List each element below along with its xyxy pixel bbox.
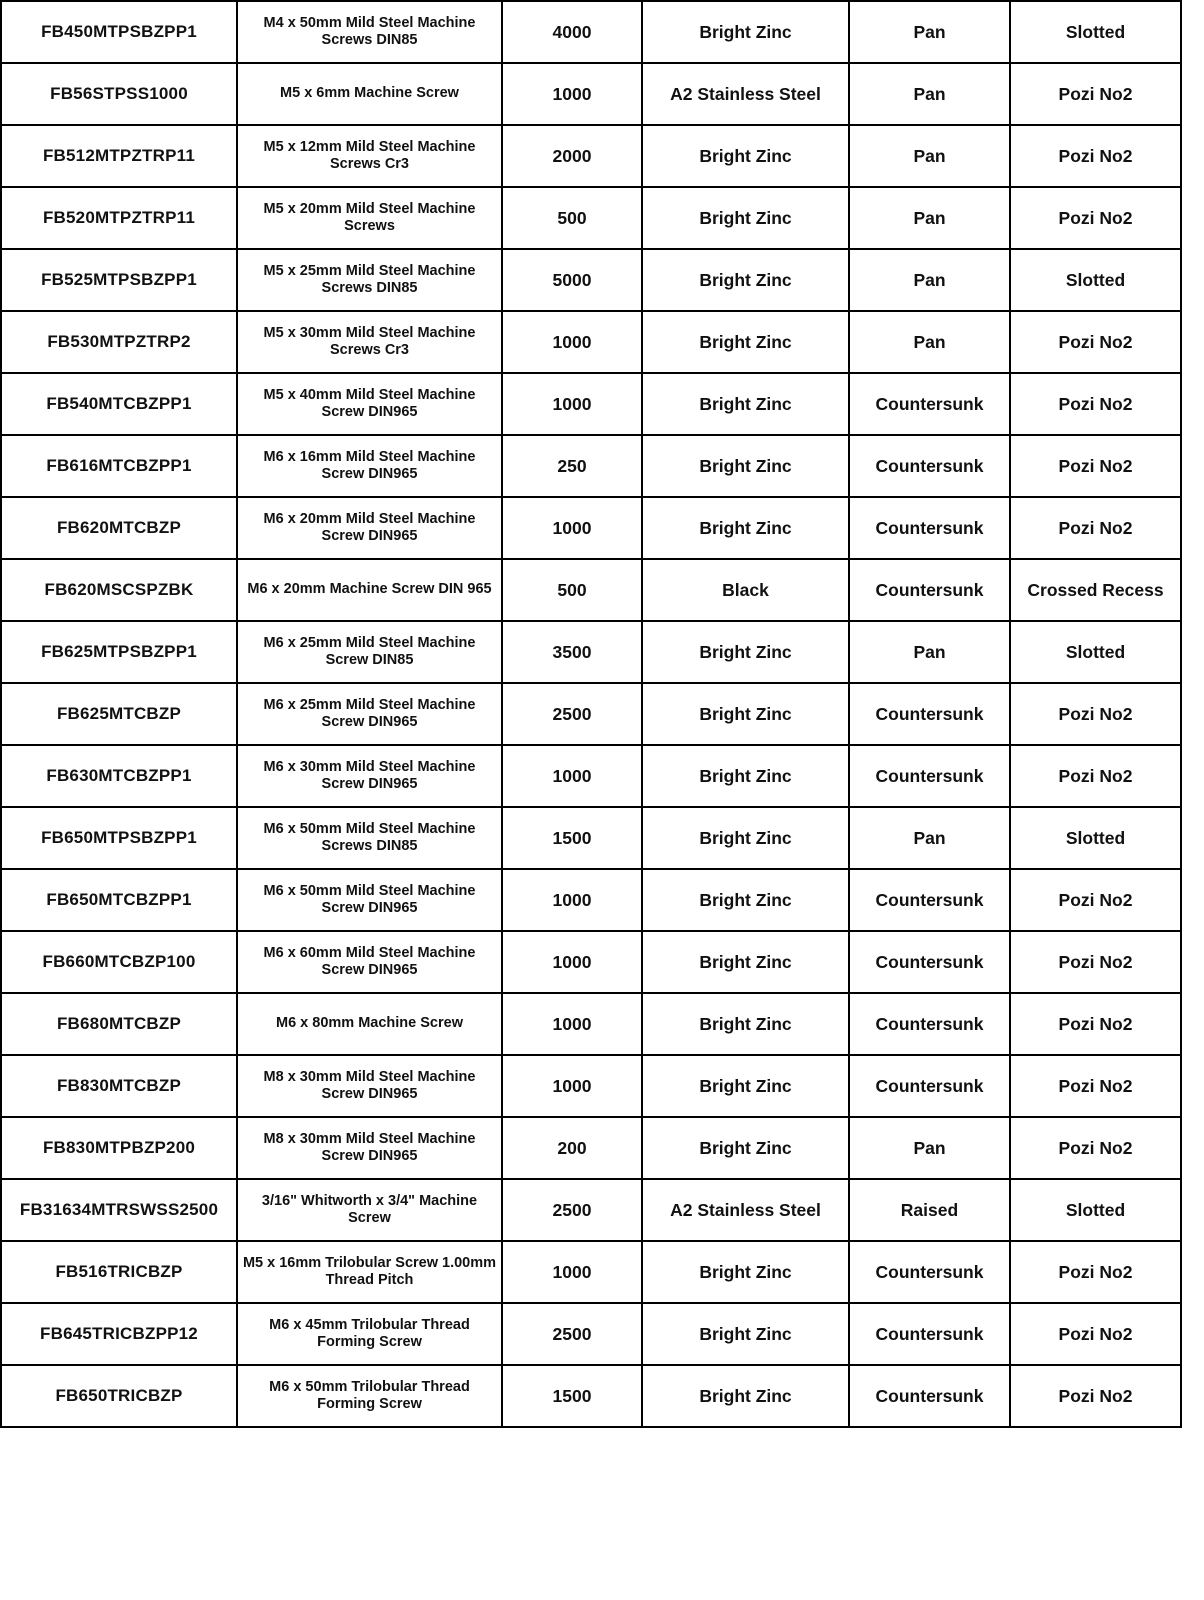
table-row [1, 1303, 1181, 1365]
head-type-cell: Countersunk [849, 683, 1010, 745]
quantity-cell: 1000 [502, 497, 642, 559]
finish-cell: A2 Stainless Steel [642, 1179, 849, 1241]
head-type-cell: Pan [849, 621, 1010, 683]
head-type-cell: Pan [849, 249, 1010, 311]
drive-type-cell: Slotted [1010, 621, 1181, 683]
finish-cell: Bright Zinc [642, 373, 849, 435]
finish-cell: Bright Zinc [642, 1055, 849, 1117]
head-type-cell: Raised [849, 1179, 1010, 1241]
description-cell: M6 x 80mm Machine Screw [237, 993, 502, 1055]
table-row [1, 745, 1181, 807]
table-body [1, 1, 1181, 1427]
finish-cell: Bright Zinc [642, 435, 849, 497]
product-code-cell: FB620MSCSPZBK [1, 559, 237, 621]
description-cell: M8 x 30mm Mild Steel Machine Screw DIN965 [237, 1055, 502, 1117]
drive-type-cell: Pozi No2 [1010, 373, 1181, 435]
description-cell: M6 x 45mm Trilobular Thread Forming Screw [237, 1303, 502, 1365]
product-code-cell: FB620MTCBZP [1, 497, 237, 559]
drive-type-cell: Pozi No2 [1010, 745, 1181, 807]
finish-cell: A2 Stainless Steel [642, 63, 849, 125]
product-code-cell: FB630MTCBZPP1 [1, 745, 237, 807]
finish-cell: Bright Zinc [642, 1117, 849, 1179]
finish-cell: Bright Zinc [642, 497, 849, 559]
table-row [1, 869, 1181, 931]
table-row [1, 435, 1181, 497]
head-type-cell: Countersunk [849, 1303, 1010, 1365]
drive-type-cell: Pozi No2 [1010, 435, 1181, 497]
quantity-cell: 1000 [502, 373, 642, 435]
head-type-cell: Countersunk [849, 745, 1010, 807]
quantity-cell: 500 [502, 187, 642, 249]
finish-cell: Bright Zinc [642, 807, 849, 869]
description-cell: M5 x 30mm Mild Steel Machine Screws Cr3 [237, 311, 502, 373]
description-cell: M6 x 60mm Mild Steel Machine Screw DIN965 [237, 931, 502, 993]
quantity-cell: 2500 [502, 1303, 642, 1365]
drive-type-cell: Pozi No2 [1010, 869, 1181, 931]
product-code-cell: FB830MTPBZP200 [1, 1117, 237, 1179]
head-type-cell: Pan [849, 1117, 1010, 1179]
head-type-cell: Pan [849, 807, 1010, 869]
head-type-cell: Countersunk [849, 869, 1010, 931]
drive-type-cell: Slotted [1010, 1179, 1181, 1241]
table-row [1, 373, 1181, 435]
product-code-cell: FB525MTPSBZPP1 [1, 249, 237, 311]
product-code-cell: FB616MTCBZPP1 [1, 435, 237, 497]
product-code-cell: FB650TRICBZP [1, 1365, 237, 1427]
drive-type-cell: Pozi No2 [1010, 931, 1181, 993]
description-cell: M5 x 25mm Mild Steel Machine Screws DIN85 [237, 249, 502, 311]
description-cell: M6 x 50mm Trilobular Thread Forming Screw [237, 1365, 502, 1427]
drive-type-cell: Pozi No2 [1010, 1055, 1181, 1117]
head-type-cell: Countersunk [849, 1365, 1010, 1427]
description-cell: M8 x 30mm Mild Steel Machine Screw DIN965 [237, 1117, 502, 1179]
quantity-cell: 2000 [502, 125, 642, 187]
product-code-cell: FB625MTCBZP [1, 683, 237, 745]
drive-type-cell: Pozi No2 [1010, 1117, 1181, 1179]
head-type-cell: Countersunk [849, 497, 1010, 559]
product-code-cell: FB645TRICBZPP12 [1, 1303, 237, 1365]
table-row [1, 1117, 1181, 1179]
quantity-cell: 1000 [502, 745, 642, 807]
quantity-cell: 250 [502, 435, 642, 497]
table-row [1, 1365, 1181, 1427]
product-code-cell: FB31634MTRSWSS2500 [1, 1179, 237, 1241]
quantity-cell: 1000 [502, 993, 642, 1055]
product-code-cell: FB56STPSS1000 [1, 63, 237, 125]
drive-type-cell: Crossed Recess [1010, 559, 1181, 621]
head-type-cell: Pan [849, 311, 1010, 373]
table-row [1, 249, 1181, 311]
description-cell: 3/16" Whitworth x 3/4" Machine Screw [237, 1179, 502, 1241]
drive-type-cell: Pozi No2 [1010, 1303, 1181, 1365]
finish-cell: Bright Zinc [642, 683, 849, 745]
description-cell: M6 x 25mm Mild Steel Machine Screw DIN965 [237, 683, 502, 745]
quantity-cell: 1000 [502, 931, 642, 993]
quantity-cell: 2500 [502, 1179, 642, 1241]
description-cell: M5 x 40mm Mild Steel Machine Screw DIN965 [237, 373, 502, 435]
drive-type-cell: Pozi No2 [1010, 125, 1181, 187]
product-code-cell: FB625MTPSBZPP1 [1, 621, 237, 683]
finish-cell: Bright Zinc [642, 745, 849, 807]
head-type-cell: Countersunk [849, 993, 1010, 1055]
finish-cell: Bright Zinc [642, 249, 849, 311]
description-cell: M5 x 12mm Mild Steel Machine Screws Cr3 [237, 125, 502, 187]
description-cell: M5 x 20mm Mild Steel Machine Screws [237, 187, 502, 249]
drive-type-cell: Pozi No2 [1010, 311, 1181, 373]
product-code-cell: FB530MTPZTRP2 [1, 311, 237, 373]
description-cell: M6 x 16mm Mild Steel Machine Screw DIN965 [237, 435, 502, 497]
description-cell: M4 x 50mm Mild Steel Machine Screws DIN85 [237, 1, 502, 63]
table-row [1, 125, 1181, 187]
description-cell: M6 x 50mm Mild Steel Machine Screw DIN965 [237, 869, 502, 931]
quantity-cell: 1000 [502, 311, 642, 373]
quantity-cell: 1000 [502, 869, 642, 931]
drive-type-cell: Slotted [1010, 807, 1181, 869]
table-row [1, 1179, 1181, 1241]
table-row [1, 559, 1181, 621]
description-cell: M6 x 50mm Mild Steel Machine Screws DIN85 [237, 807, 502, 869]
head-type-cell: Countersunk [849, 1055, 1010, 1117]
head-type-cell: Pan [849, 187, 1010, 249]
finish-cell: Bright Zinc [642, 993, 849, 1055]
description-cell: M5 x 6mm Machine Screw [237, 63, 502, 125]
drive-type-cell: Pozi No2 [1010, 63, 1181, 125]
description-cell: M6 x 25mm Mild Steel Machine Screw DIN85 [237, 621, 502, 683]
table-row [1, 621, 1181, 683]
finish-cell: Bright Zinc [642, 1303, 849, 1365]
head-type-cell: Countersunk [849, 435, 1010, 497]
product-code-cell: FB650MTCBZPP1 [1, 869, 237, 931]
product-code-cell: FB520MTPZTRP11 [1, 187, 237, 249]
drive-type-cell: Slotted [1010, 249, 1181, 311]
head-type-cell: Pan [849, 125, 1010, 187]
head-type-cell: Pan [849, 1, 1010, 63]
product-code-cell: FB516TRICBZP [1, 1241, 237, 1303]
table-row [1, 807, 1181, 869]
table-row [1, 1055, 1181, 1117]
finish-cell: Black [642, 559, 849, 621]
head-type-cell: Countersunk [849, 1241, 1010, 1303]
head-type-cell: Countersunk [849, 559, 1010, 621]
finish-cell: Bright Zinc [642, 1241, 849, 1303]
quantity-cell: 1000 [502, 1241, 642, 1303]
quantity-cell: 2500 [502, 683, 642, 745]
table-row [1, 931, 1181, 993]
finish-cell: Bright Zinc [642, 311, 849, 373]
finish-cell: Bright Zinc [642, 187, 849, 249]
head-type-cell: Countersunk [849, 373, 1010, 435]
description-cell: M6 x 20mm Mild Steel Machine Screw DIN965 [237, 497, 502, 559]
drive-type-cell: Pozi No2 [1010, 1241, 1181, 1303]
drive-type-cell: Slotted [1010, 1, 1181, 63]
product-code-cell: FB650MTPSBZPP1 [1, 807, 237, 869]
quantity-cell: 5000 [502, 249, 642, 311]
product-code-cell: FB540MTCBZPP1 [1, 373, 237, 435]
finish-cell: Bright Zinc [642, 621, 849, 683]
drive-type-cell: Pozi No2 [1010, 1365, 1181, 1427]
product-code-cell: FB512MTPZTRP11 [1, 125, 237, 187]
drive-type-cell: Pozi No2 [1010, 683, 1181, 745]
quantity-cell: 1000 [502, 63, 642, 125]
head-type-cell: Pan [849, 63, 1010, 125]
product-code-cell: FB450MTPSBZPP1 [1, 1, 237, 63]
table-row [1, 1, 1181, 63]
finish-cell: Bright Zinc [642, 931, 849, 993]
finish-cell: Bright Zinc [642, 1, 849, 63]
head-type-cell: Countersunk [849, 931, 1010, 993]
table-row [1, 1241, 1181, 1303]
drive-type-cell: Pozi No2 [1010, 187, 1181, 249]
table-row [1, 497, 1181, 559]
table-row [1, 993, 1181, 1055]
description-cell: M5 x 16mm Trilobular Screw 1.00mm Thread Pitch [237, 1241, 502, 1303]
finish-cell: Bright Zinc [642, 869, 849, 931]
quantity-cell: 1500 [502, 1365, 642, 1427]
quantity-cell: 3500 [502, 621, 642, 683]
drive-type-cell: Pozi No2 [1010, 993, 1181, 1055]
quantity-cell: 200 [502, 1117, 642, 1179]
drive-type-cell: Pozi No2 [1010, 497, 1181, 559]
table-row [1, 63, 1181, 125]
quantity-cell: 4000 [502, 1, 642, 63]
description-cell: M6 x 30mm Mild Steel Machine Screw DIN965 [237, 745, 502, 807]
product-code-cell: FB830MTCBZP [1, 1055, 237, 1117]
table-row [1, 187, 1181, 249]
product-code-cell: FB680MTCBZP [1, 993, 237, 1055]
quantity-cell: 500 [502, 559, 642, 621]
quantity-cell: 1000 [502, 1055, 642, 1117]
quantity-cell: 1500 [502, 807, 642, 869]
finish-cell: Bright Zinc [642, 1365, 849, 1427]
product-code-cell: FB660MTCBZP100 [1, 931, 237, 993]
table-row [1, 683, 1181, 745]
table-row [1, 311, 1181, 373]
finish-cell: Bright Zinc [642, 125, 849, 187]
description-cell: M6 x 20mm Machine Screw DIN 965 [237, 559, 502, 621]
